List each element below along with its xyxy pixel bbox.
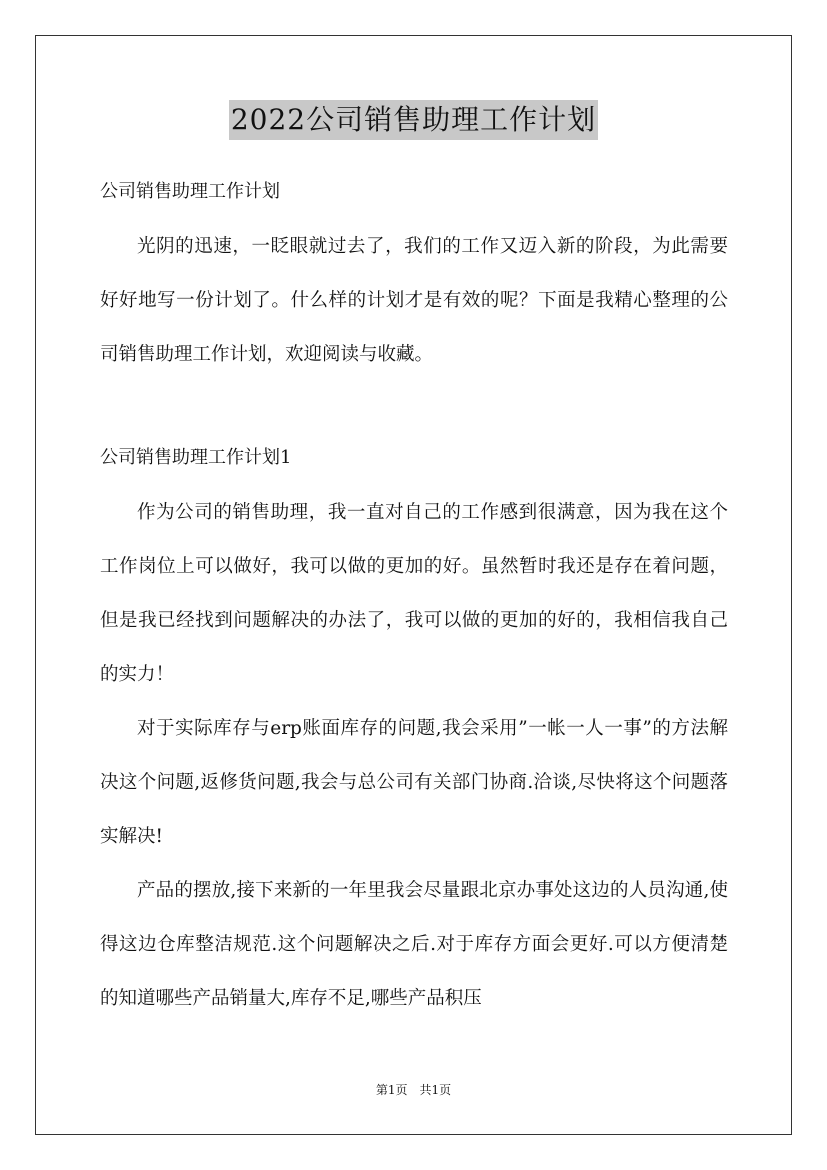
intro-paragraph: 光阴的迅速，一眨眼就过去了，我们的工作又迈入新的阶段，为此需要好好地写一份计划了。什么样的计划才是有效的呢？下面是我精心整理的公司销售助理工作计划，欢迎阅读与收藏。 (100, 236, 728, 365)
page-footer (0, 1080, 827, 1100)
document-body (100, 172, 728, 1026)
body-paragraph-1: 作为公司的销售助理，我一直对自己的工作感到很满意，因为我在这个工作岗位上可以做好，我可以做的更加的好。虽然暂时我还是存在着问题，但是我已经找到问题解决的办法了，我可以做的更加的好的，我相信我自己的实力！ (100, 502, 728, 685)
document-title: 2022公司销售助理工作计划 (229, 100, 598, 140)
page-number: 第1页 共1页 (375, 1083, 452, 1097)
body-paragraph-3: 产品的摆放,接下来新的一年里我会尽量跟北京办事处这边的人员沟通,使得这边仓库整洁规范.这个问题解决之后.对于库存方面会更好.可以方便清楚的知道哪些产品销量大,库存不足,哪些产品积压 (100, 880, 728, 1009)
title-container (0, 100, 827, 140)
body-paragraph-2: 对于实际库存与erp账面库存的问题,我会采用”一帐一人一事”的方法解决这个问题,返修货问题,我会与总公司有关部门协商.洽谈,尽快将这个问题落实解决! (100, 718, 728, 847)
section-heading: 公司销售助理工作计划1 (100, 447, 292, 468)
intro-heading: 公司销售助理工作计划 (100, 181, 280, 202)
